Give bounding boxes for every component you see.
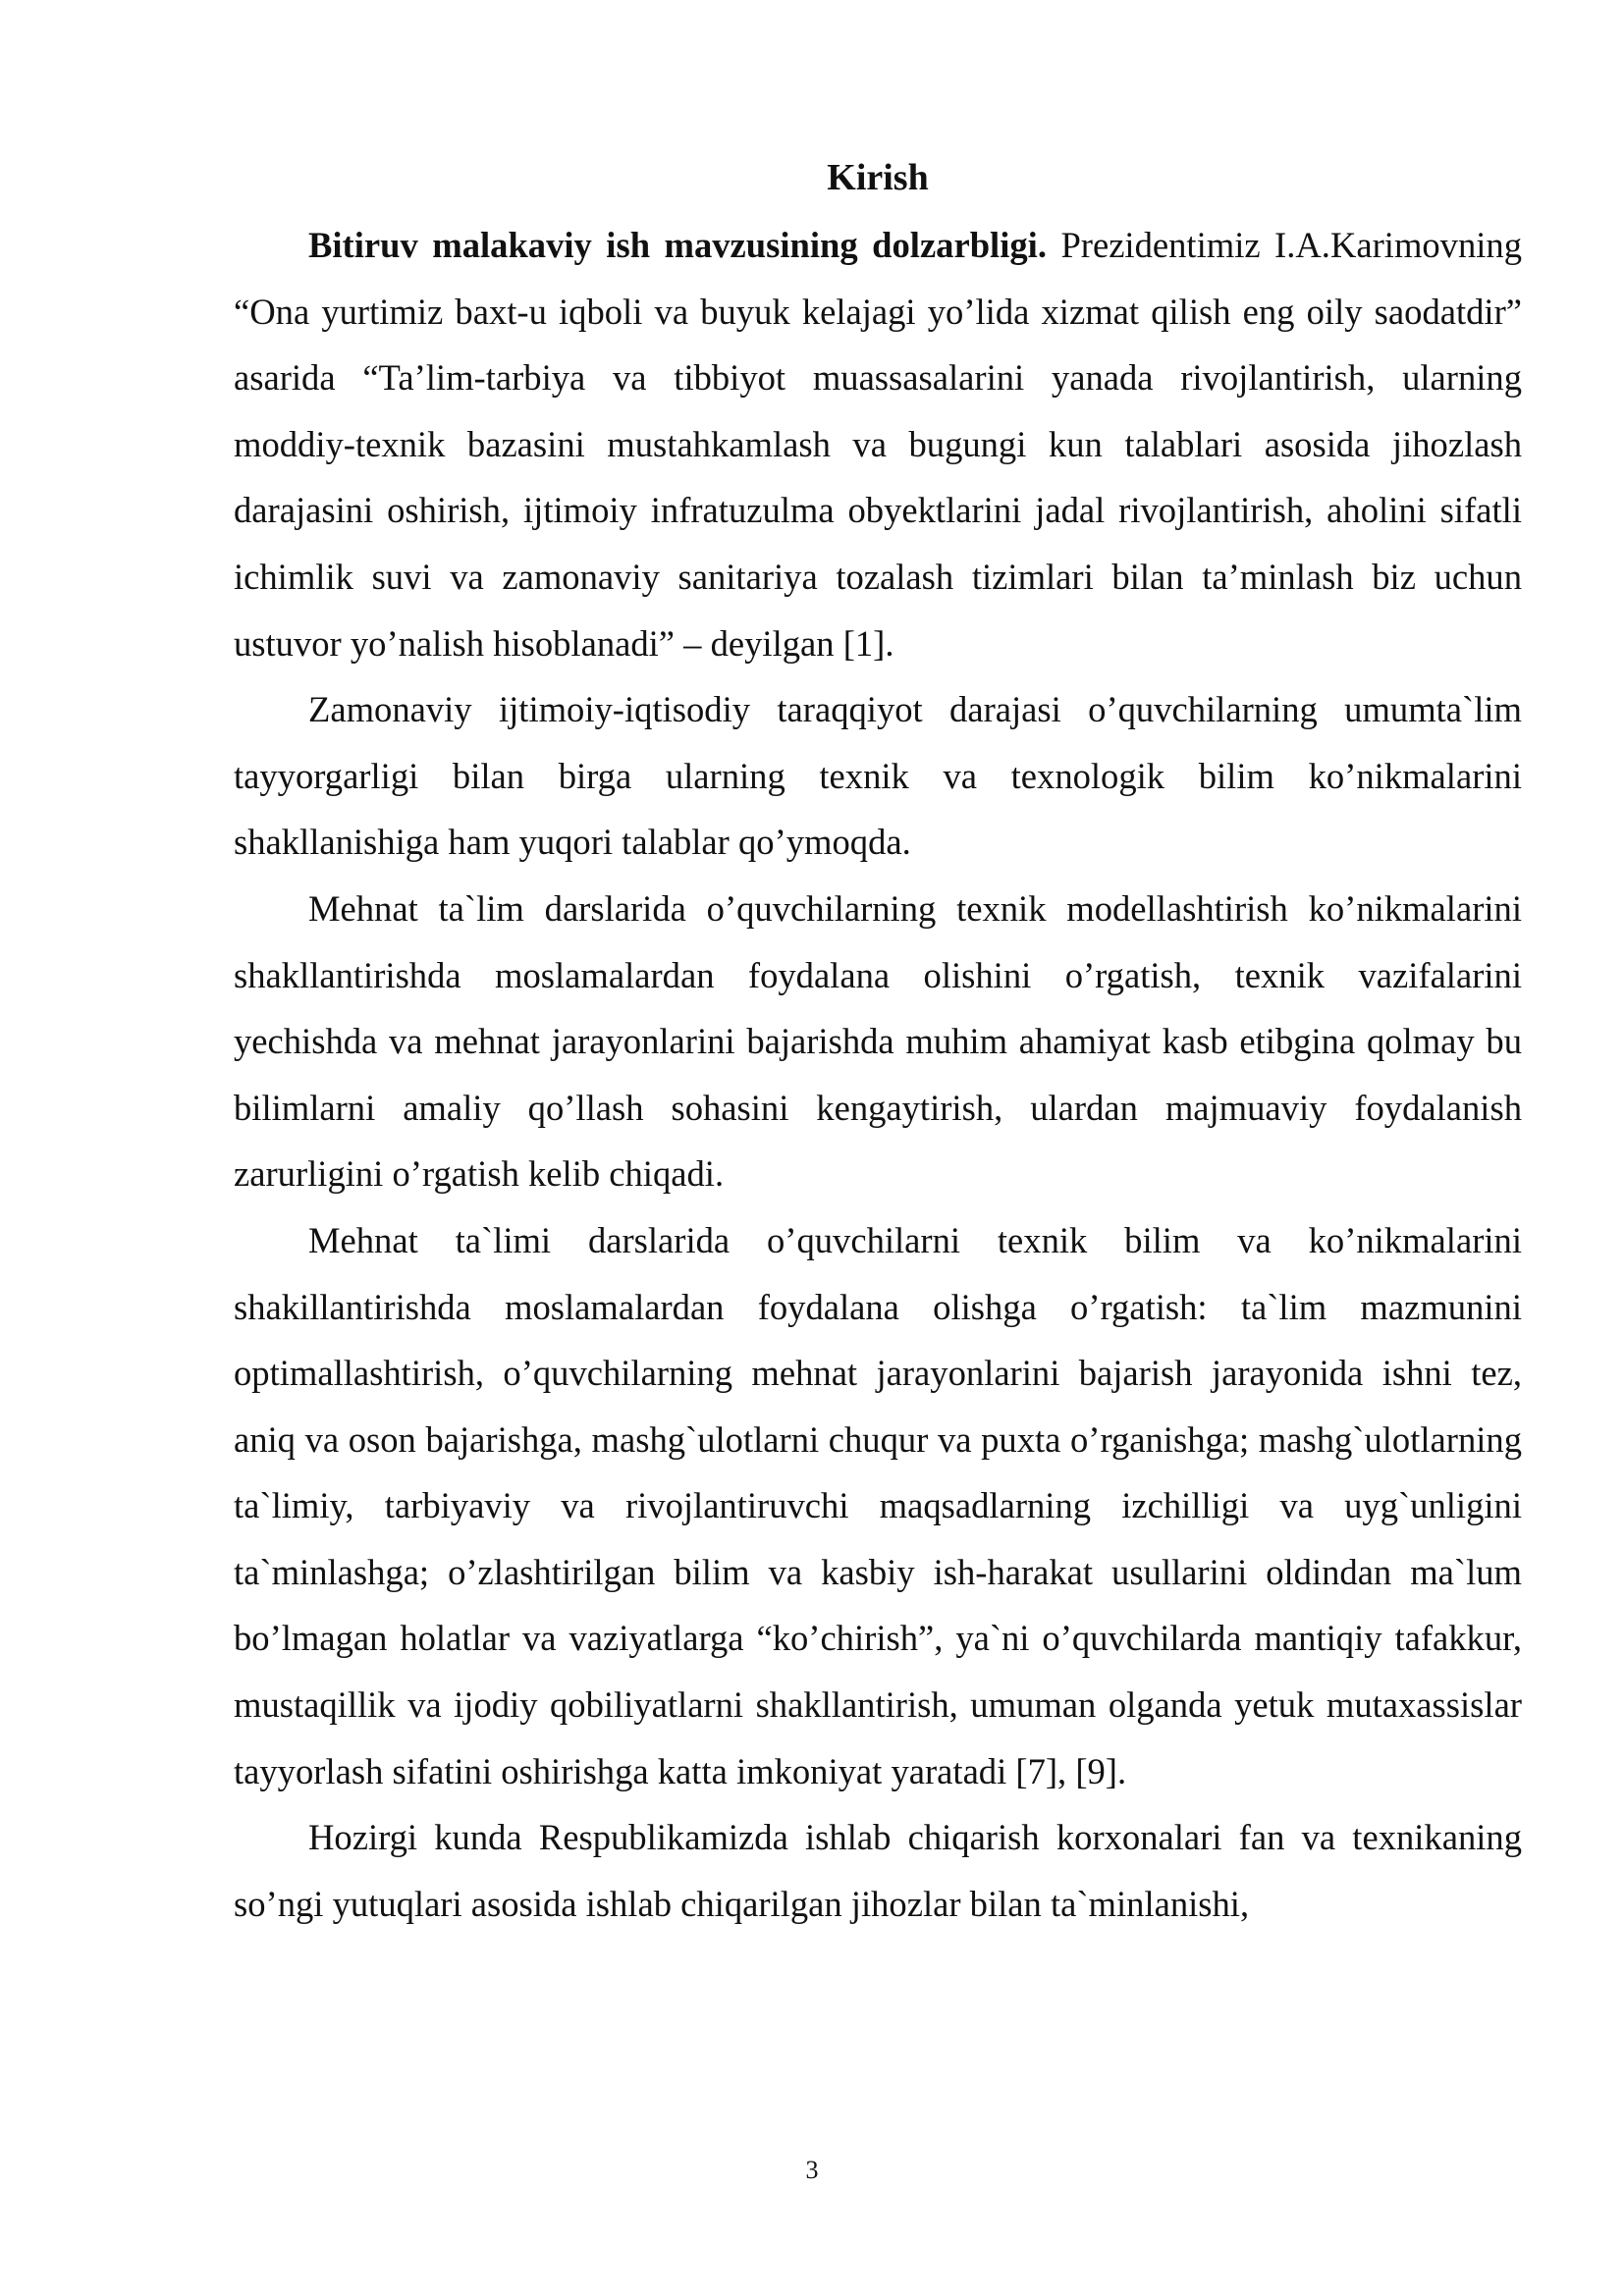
paragraph-lead: Bitiruv malakaviy ish mavzusining dolzarbligi. — [308, 225, 1047, 265]
paragraph-text: Prezidentimiz I.A.Karimovning “Ona yurtimiz baxt-u iqboli va buyuk kelajagi yo’lida xizmat qilish eng oily saodatdir” asarida “Ta’lim-tarbiya va tibbiyot muassasalarini yanada rivojlantirish, ularning moddiy-texnik bazasini mustahkamlash va bugungi kun talablari asosida jihozlash darajasini oshirish, ijtimoiy infratuzulma obyektlarini jadal rivojlantirish, aholini sifatli ichimlik suvi va zamonaviy sanitariya tozalash tizimlari bilan ta’minlash biz uchun ustuvor yo’nalish hisoblanadi” – deyilgan [1]. — [234, 225, 1522, 664]
paragraph-2: Zamonaviy ijtimoiy-iqtisodiy taraqqiyot darajasi o’quvchilarning umumta`lim tayyorgarligi bilan birga ularning texnik va texnologik bilim ko’nikmalarini shakllanishiga ham yuqori talablar qo’ymoqda. — [234, 689, 1522, 863]
paragraph-5: Hozirgi kunda Respublikamizda ishlab chiqarish korxonalari fan va texnikaning so’ngi yutuqlari asosida ishlab chiqarilgan jihozlar bilan ta`minlanishi, — [234, 1817, 1522, 1924]
paragraph-4: Mehnat ta`limi darslarida o’quvchilarni texnik bilim va ko’nikmalarini shakillantirishda moslamalardan foydalana olishga o’rgatish: ta`lim mazmunini optimallashtirish, o’quvchilarning mehnat jarayonlarini bajarish jarayonida ishni tez, aniq va oson bajarishga, mashg`ulotlarni chuqur va puxta o’rganishga; mashg`ulotlarning ta`limiy, tarbiyaviy va rivojlantiruvchi maqsadlarning izchilligi va uyg`unligini ta`minlashga; o’zlashtirilgan bilim va kasbiy ish-harakat usullarini oldindan ma`lum bo’lmagan holatlar va vaziyatlarga “ko’chirish”, ya`ni o’quvchilarda mantiqiy tafakkur, mustaqillik va ijodiy qobiliyatlarni shakllantirish, umuman olganda yetuk mutaxassislar tayyorlash sifatini oshirishga katta imkoniyat yaratadi [7], [9]. — [234, 1219, 1522, 1791]
paragraph-3: Mehnat ta`lim darslarida o’quvchilarning texnik modellashtirish ko’nikmalarini shakllantirishda moslamalardan foydalana olishini o’rgatish, texnik vazifalarini yechishda va mehnat jarayonlarini bajarishda muhim ahamiyat kasb etibgina qolmay bu bilimlarni amaliy qo’llash sohasini kengaytirish, ulardan majmuaviy foydalanish zarurligini o’rgatish kelib chiqadi. — [234, 887, 1522, 1195]
section-title: Kirish — [827, 157, 929, 198]
paragraph-relevance — [234, 212, 1522, 676]
document-page — [234, 147, 1522, 1937]
page-number: 3 — [805, 2156, 819, 2184]
